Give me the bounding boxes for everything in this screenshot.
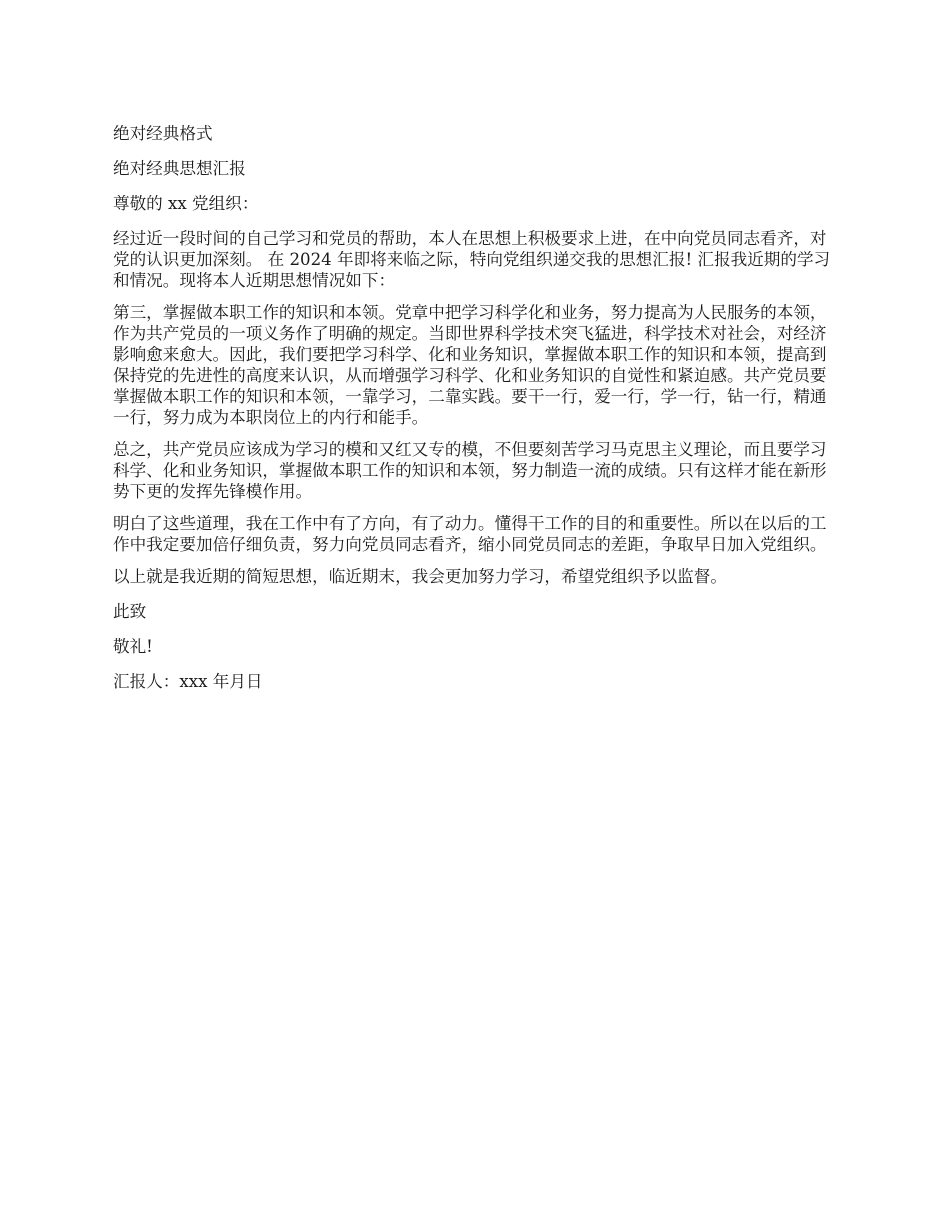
- closing-line-1: 此致: [113, 602, 147, 621]
- paragraph-understanding: 明白了这些道理，我在工作中有了方向，有了动力。懂得干工作的目的和重要性。所以在以后的工作中我定要加倍仔细负责，努力向党员同志看齐，缩小同党员同志的差距，争取早日加入党组织。: [113, 514, 827, 554]
- signature: 汇报人：xxx 年月日: [113, 672, 263, 691]
- closing-line-2: 敬礼!: [113, 637, 153, 656]
- document-title: 绝对经典思想汇报: [113, 159, 246, 178]
- format-title: 绝对经典格式: [113, 124, 213, 143]
- paragraph-conclusion: 以上就是我近期的简短思想，临近期末，我会更加努力学习，希望党组织予以监督。: [113, 567, 727, 586]
- paragraph-intro: 经过近一段时间的自己学习和党员的帮助，本人在思想上积极要求上进，在中向党员同志看齐，对党的认识更加深刻。 在 2024 年即将来临之际，特向党组织递交我的思想汇报! 汇报我近期的学习和情况。现将本人近期思想情况如下：: [113, 229, 831, 290]
- salutation: 尊敬的 xx 党组织：: [113, 194, 259, 213]
- paragraph-summary: 总之，共产党员应该成为学习的模和又红又专的模，不但要刻苦学习马克思主义理论，而且要学习科学、化和业务知识，掌握做本职工作的知识和本领，努力制造一流的成绩。只有这样才能在新形势下更的发挥先锋模作用。: [113, 440, 827, 501]
- paragraph-third: 第三，掌握做本职工作的知识和本领。党章中把学习科学化和业务，努力提高为人民服务的本领，作为共产党员的一项义务作了明确的规定。当即世界科学技术突飞猛进，科学技术对社会，对经济影响愈来愈大。因此，我们要把学习科学、化和业务知识，掌握做本职工作的知识和本领，提高到保持党的先进性的高度来认识，从而增强学习科学、化和业务知识的自觉性和紧迫感。共产党员要掌握做本职工作的知识和本领，一靠学习，二靠实践。要干一行，爱一行，学一行，钻一行，精通一行，努力成为本职岗位上的内行和能手。: [113, 303, 827, 427]
